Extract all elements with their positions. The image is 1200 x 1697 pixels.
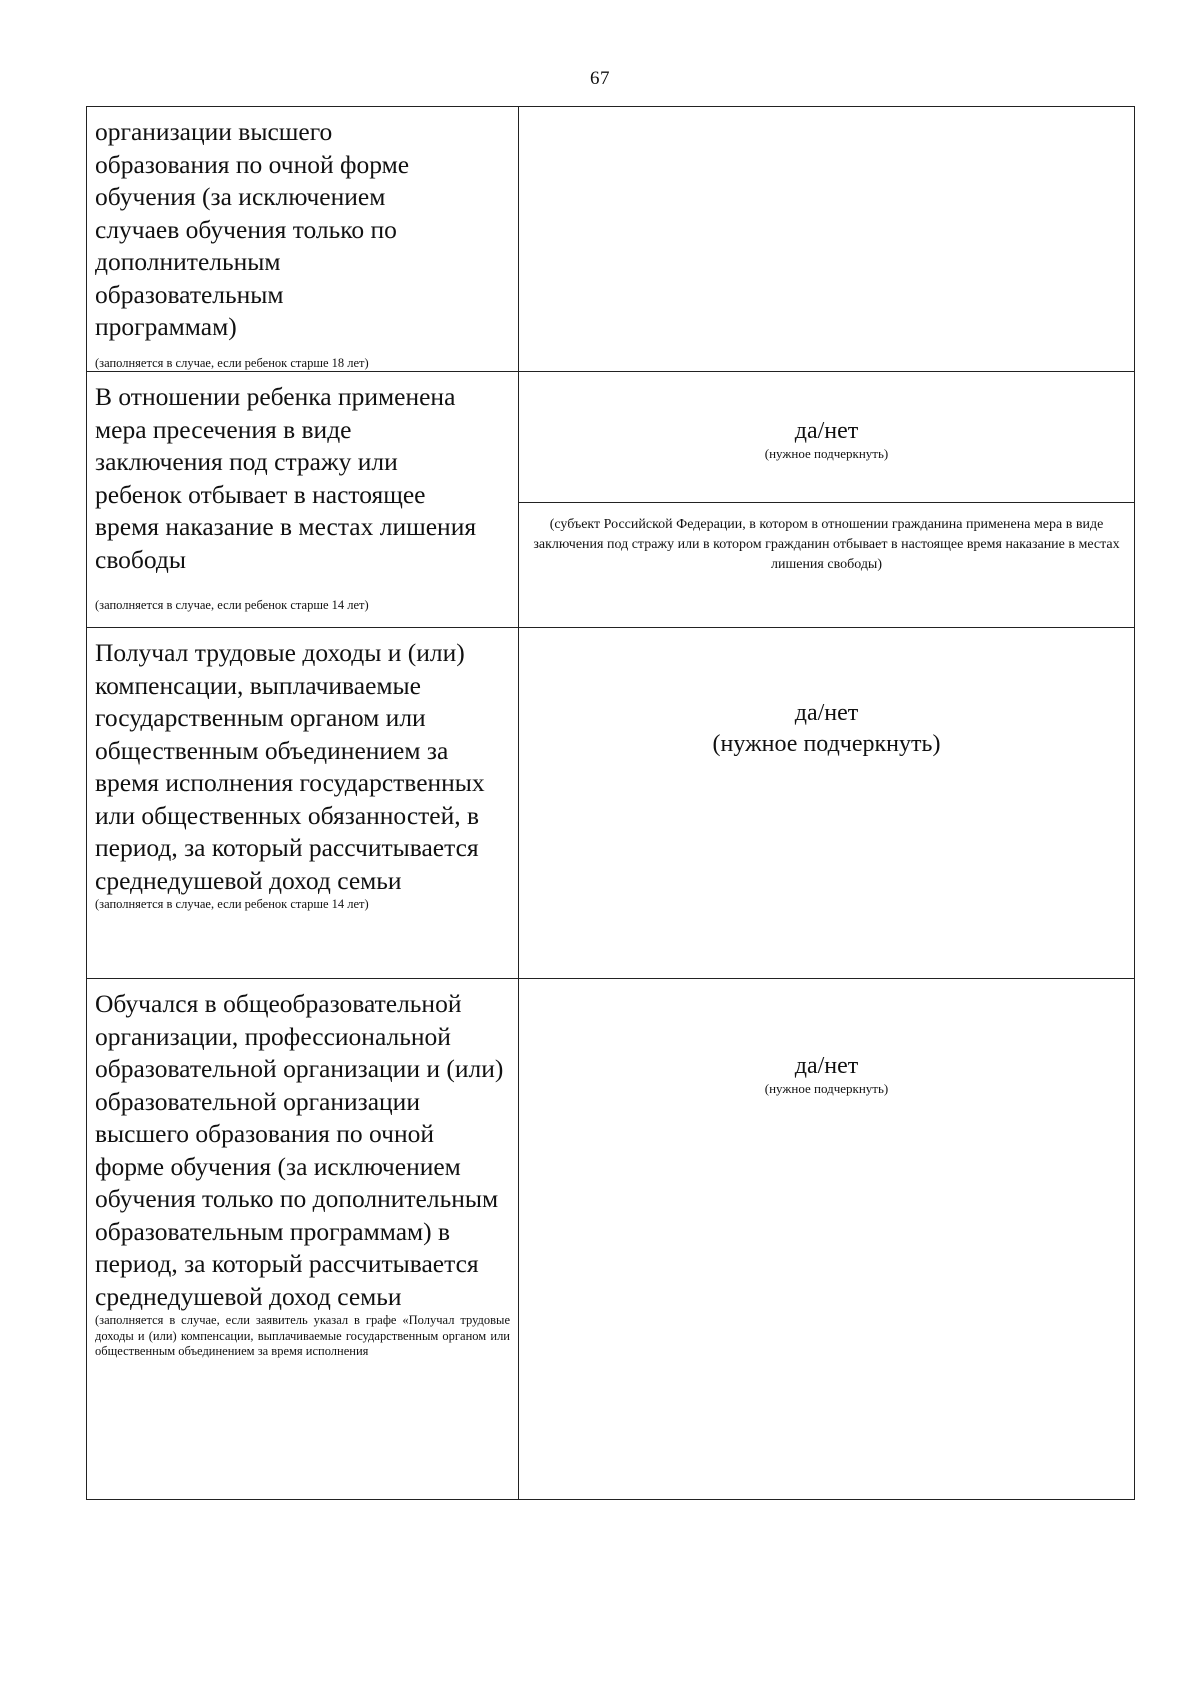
subject-note: (субъект Российской Федерации, в котором в отношении гражданина применена мера в виде заключения под стражу или в котором гражданин отбывает в настоящее время наказание в местах лишения свободы) xyxy=(533,517,1120,572)
question-cell xyxy=(87,372,519,628)
subject-cell[interactable] xyxy=(519,503,1135,628)
answer-hint: (нужное подчеркнуть) xyxy=(764,446,889,461)
question-text: Обучался в общеобразовательной организации, профессиональной образовательной организации и (или) образовательной организации высшего образования по очной форме обучения (за исключением обучения только по дополнительным образовательным программам) в период, за который рассчитывается среднедушевой доход семьи xyxy=(95,989,504,1311)
question-cell xyxy=(87,979,519,1500)
page-number: 67 xyxy=(590,68,610,89)
fill-note: (заполняется в случае, если ребенок старше 14 лет) xyxy=(95,598,369,612)
table-row-education xyxy=(87,979,1135,1500)
fill-note: (заполняется в случае, если ребенок старше 14 лет) xyxy=(95,897,369,911)
answer-yes-no[interactable]: да/нет xyxy=(794,700,859,726)
question-cell xyxy=(87,628,519,979)
question-cell xyxy=(87,107,519,372)
fill-note: (заполняется в случае, если ребенок старше 18 лет) xyxy=(95,355,369,370)
table-row-custody xyxy=(87,372,1135,503)
table-row-study-continued xyxy=(87,107,1135,372)
question-text: В отношении ребенка применена мера пресечения в виде заключения под стражу или ребенок отбывает в настоящее время наказание в местах лишения свободы xyxy=(95,382,477,574)
answer-hint: (нужное подчеркнуть) xyxy=(764,1081,889,1096)
answer-cell-empty[interactable] xyxy=(519,107,1135,372)
fill-note: (заполняется в случае, если заявитель указал в графе «Получал трудовые доходы и (или) компенсации, выплачиваемые государственным органом или общественным объединением за время исполнения xyxy=(95,1313,510,1358)
answer-cell[interactable] xyxy=(519,979,1135,1500)
question-text: организации высшего образования по очной форме обучения (за исключением случаев обучения только по дополнительным образовательным программам) xyxy=(95,117,410,341)
form-table xyxy=(86,106,1135,1500)
question-text: Получал трудовые доходы и (или) компенсации, выплачиваемые государственным органом или общественным объединением за время исполнения государственных или общественных обязанностей, в период, за который рассчитывается среднедушевой доход семьи xyxy=(95,638,485,895)
answer-hint: (нужное подчеркнуть) xyxy=(712,731,941,757)
answer-cell[interactable] xyxy=(519,628,1135,979)
answer-yes-no[interactable]: да/нет xyxy=(794,1053,859,1079)
answer-cell[interactable] xyxy=(519,372,1135,503)
table-row-labor-income xyxy=(87,628,1135,979)
answer-yes-no[interactable]: да/нет xyxy=(794,418,859,444)
